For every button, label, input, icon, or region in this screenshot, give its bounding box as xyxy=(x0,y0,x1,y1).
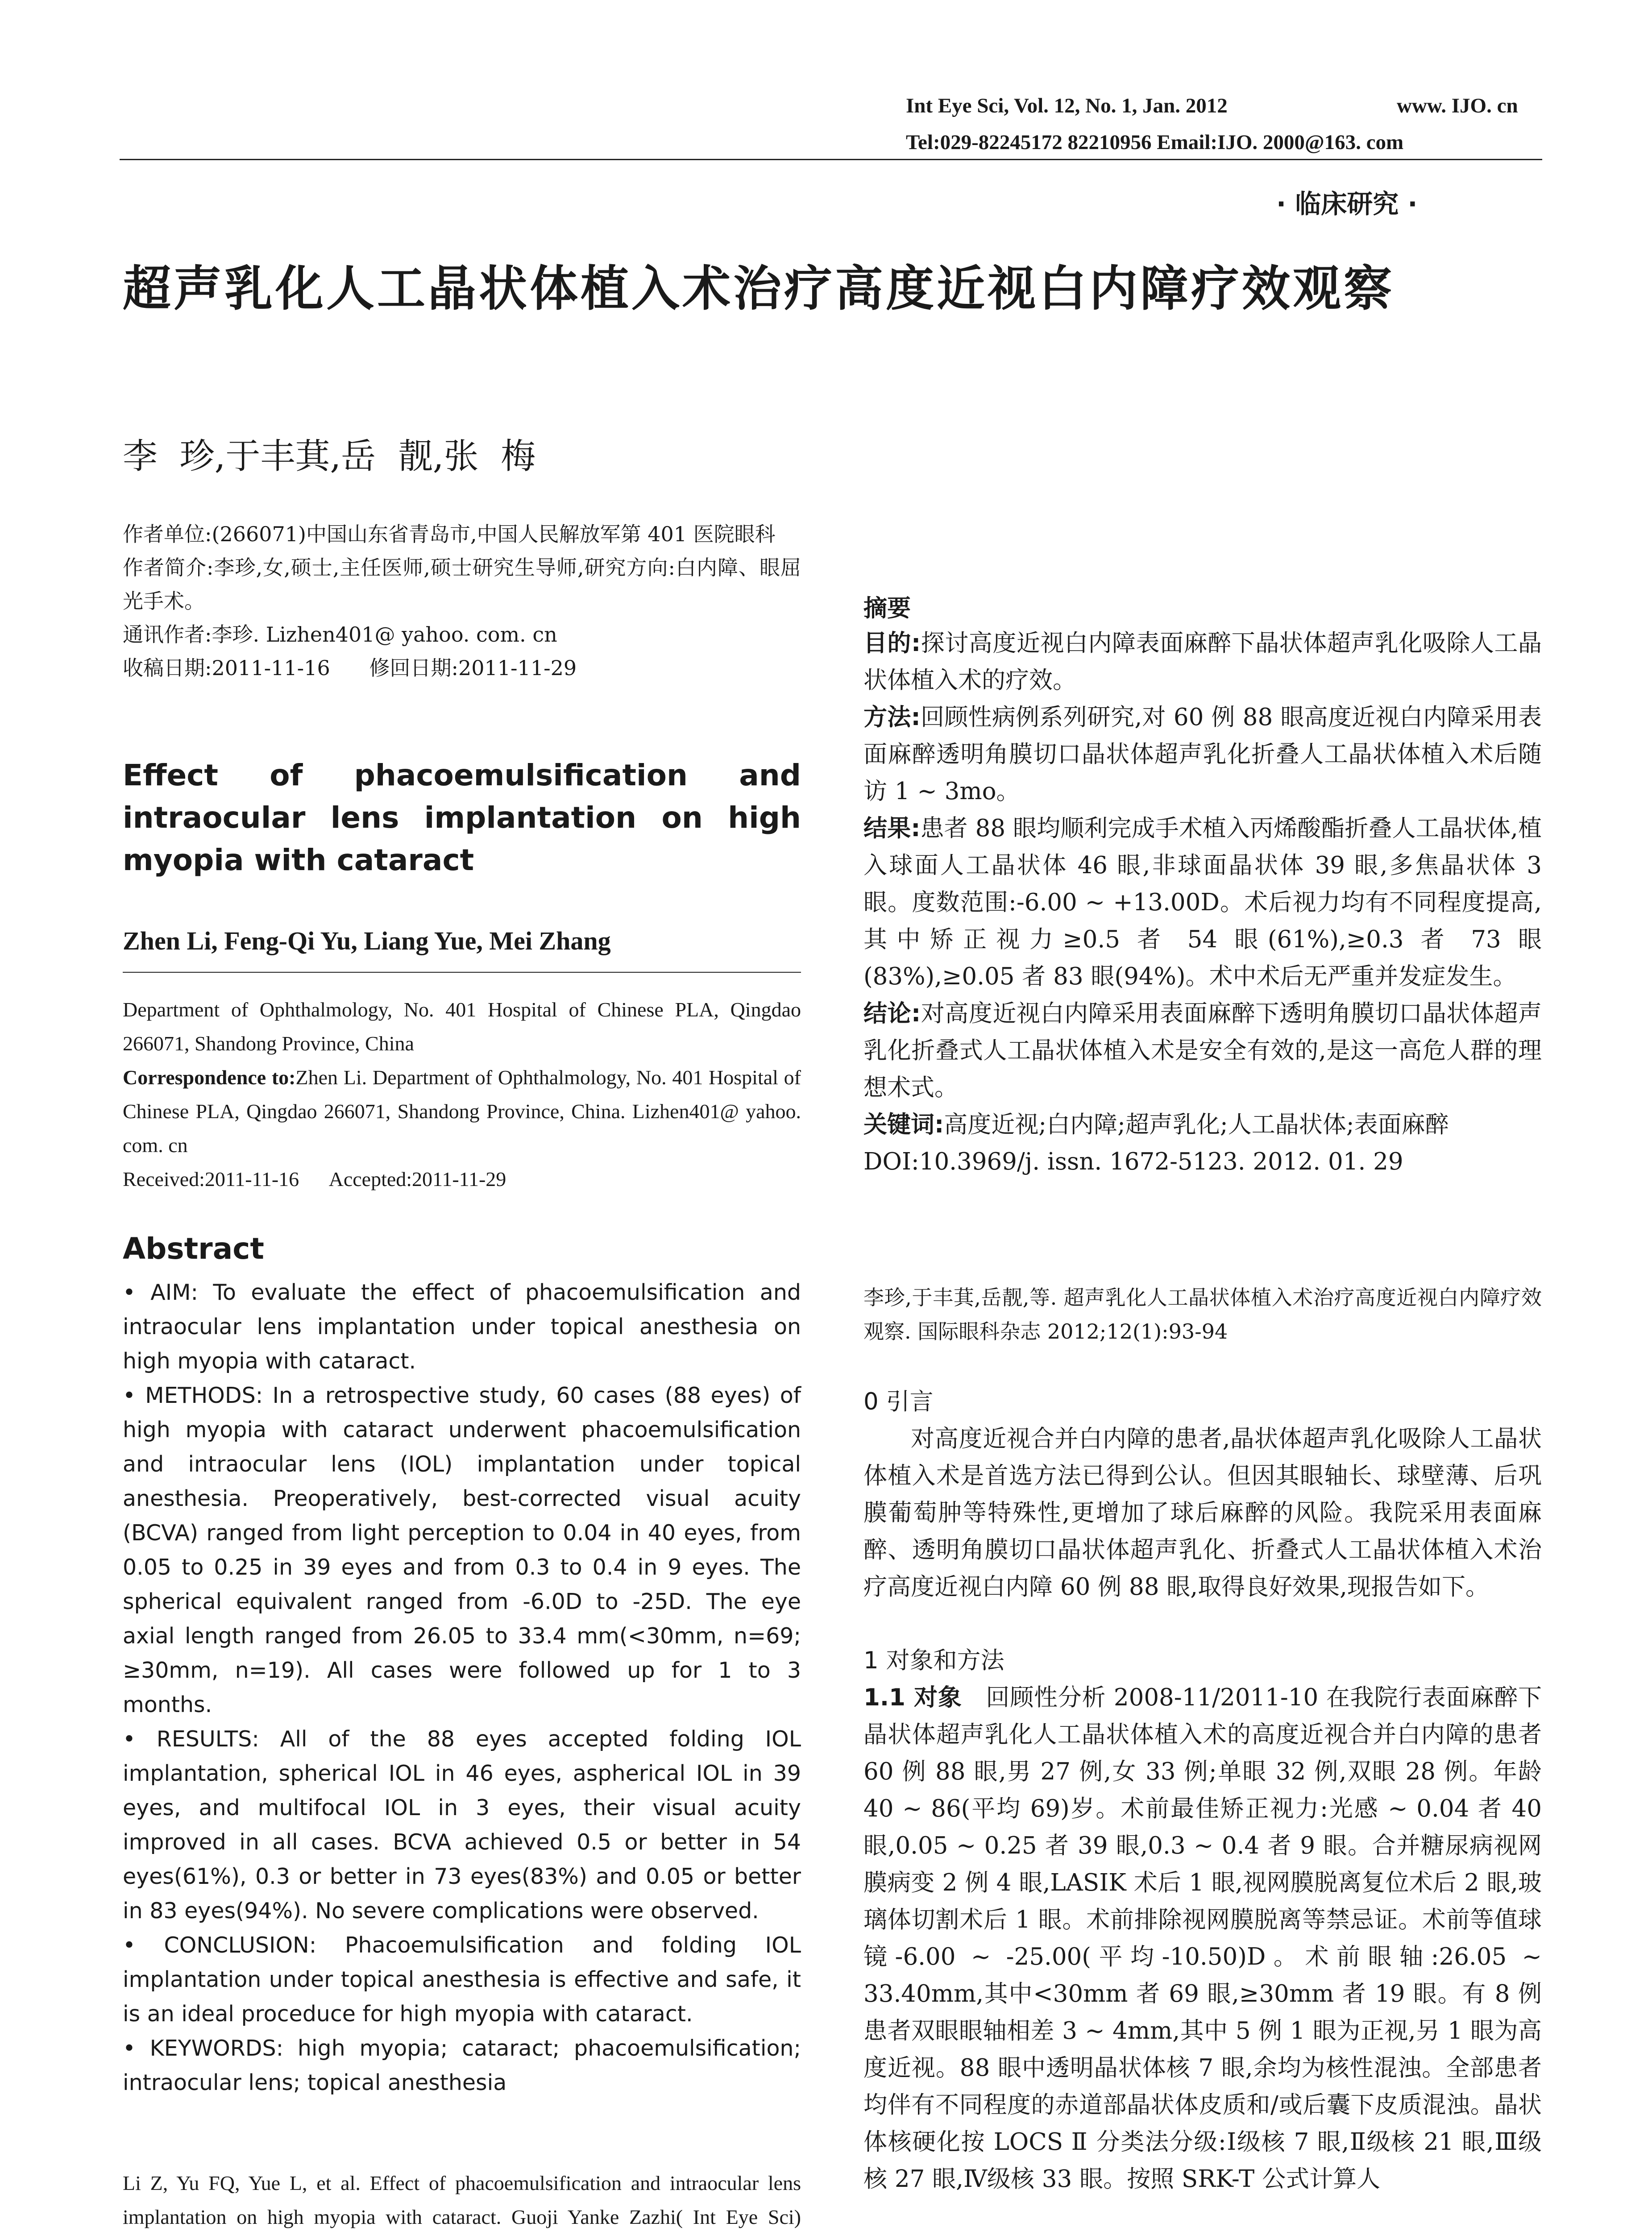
corresponding-author: 通讯作者:李珍. Lizhen401@ yahoo. com. cn xyxy=(123,622,557,647)
abstract-results: • RESULTS: All of the 88 eyes accepted folding IOL implantation, spherical IOL in 46 eyes, aspherical IOL in 39 eyes, and multifocal IOL in 3 eyes, their visual acuity improved in all cases. BCVA achieved 0.5 or better in 54 eyes(61%), 0.3 or better in 73 eyes(83%) and 0.05 or better in 83 eyes(94%). No severe complications were observed. xyxy=(123,1726,801,1924)
methods-body xyxy=(863,1679,1542,2198)
cn-conclusion: 结论:对高度近视白内障采用表面麻醉下透明角膜切口晶状体超声乳化折叠式人工晶状体植入术是安全有效的,是这一高危人群的理想术式。 xyxy=(863,1000,1542,1101)
cn-abstract-heading: 摘要 xyxy=(863,595,911,622)
journal-info: Int Eye Sci, Vol. 12, No. 1, Jan. 2012 xyxy=(906,94,1228,117)
cn-aim-label: 目的: xyxy=(863,630,921,657)
cn-methods: 方法:回顾性病例系列研究,对 60 例 88 眼高度近视白内障采用表面麻醉透明角膜切口晶状体超声乳化折叠人工晶状体植入术后随访 1 ~ 3mo。 xyxy=(863,704,1542,805)
header-rule xyxy=(120,159,1542,160)
cn-conclusion-label: 结论: xyxy=(863,1000,921,1027)
chinese-citation: 李珍,于丰萁,岳靓,等. 超声乳化人工晶状体植入术治疗高度近视白内障疗效观察. 国际眼科杂志 2012;12(1):93-94 xyxy=(863,1286,1542,1344)
subjects-label: 1.1 对象 xyxy=(863,1684,962,1711)
abstract-aim: • AIM: To evaluate the effect of phacoemulsification and intraocular lens implantation under topical anesthesia on high myopia with cataract. xyxy=(123,1280,801,1374)
cn-keywords-label: 关键词: xyxy=(863,1111,944,1138)
authors-rule xyxy=(123,972,801,973)
cn-results-label: 结果: xyxy=(863,815,921,842)
abstract-heading: Abstract xyxy=(123,1232,264,1266)
correspondence xyxy=(123,1061,801,1162)
journal-website: www. IJO. cn xyxy=(1397,94,1518,117)
doi: DOI:10.3969/j. issn. 1672-5123. 2012. 01. 29 xyxy=(863,1148,1403,1175)
received-dates: 收稿日期:2011-11-16 修回日期:2011-11-29 xyxy=(123,656,577,680)
methods-paragraph: 1.1 对象 回顾性分析 2008-11/2011-10 在我院行表面麻醉下晶状体超声乳化人工晶状体植入术的高度近视合并白内障的患者 60 例 88 眼,男 27 例,女 33 例;单眼 32 例,双眼 28 例。年龄 40 ~ 86(平均 69)岁。术前最佳矫正视力:光感 ~ 0.04 者 40 眼,0.05 ~ 0.25 者 39 眼,0.3 ~ 0.4 者 9 眼。合并糖尿病视网膜病变 2 例 4 眼,LASIK 术后 1 眼,视网膜脱离复位术后 2 眼,玻璃体切割术后 1 眼。术前排除视网膜脱离等禁忌证。术前等值球镜-6.00 ~ -25.00(平均-10.50)D。术前眼轴:26.05 ~ 33.40mm,其中<30mm 者 69 眼,≥30mm 者 19 眼。有 8 例患者双眼眼轴相差 3 ~ 4mm,其中 5 例 1 眼为正视,另 1 眼为高度近视。88 眼中透明晶状体核 7 眼,余均为核性混浊。全部患者均伴有不同程度的赤道部晶状体皮质和/或后囊下皮质混浊。晶状体核硬化按 LOCS Ⅱ 分类法分级:Ⅰ级核 7 眼,Ⅱ级核 21 眼,Ⅲ级核 27 眼,Ⅳ级核 33 眼。按照 SRK-T 公式计算人 xyxy=(863,1684,1542,2193)
author-info xyxy=(123,518,801,685)
cn-results: 结果:患者 88 眼均顺利完成手术植入丙烯酸酯折叠人工晶状体,植入球面人工晶状体 46 眼,非球面晶状体 39 眼,多焦晶状体 3 眼。度数范围:-6.00 ~ +13.00D。术后视力均有不同程度提高,其中矫正视力≥0.5 者 54 眼(61%),≥0.3 者 73 眼(83%),≥0.05 者 83 眼(94%)。术中术后无严重并发症发生。 xyxy=(863,815,1542,990)
authors-chinese: 李 珍,于丰萁,岳 靓,张 梅 xyxy=(123,436,536,477)
author-bio: 作者简介:李珍,女,硕士,主任医师,硕士研究生导师,研究方向:白内障、眼屈光手术。 xyxy=(123,556,801,613)
author-unit: 作者单位:(266071)中国山东省青岛市,中国人民解放军第 401 医院眼科 xyxy=(123,522,776,546)
cn-keywords: 关键词:高度近视;白内障;超声乳化;人工晶状体;表面麻醉 xyxy=(863,1111,1449,1138)
abstract-keywords: • KEYWORDS: high myopia; cataract; phacoemulsification; intraocular lens; topical anesthesia xyxy=(123,2036,801,2095)
cn-aim: 目的:探讨高度近视白内障表面麻醉下晶状体超声乳化吸除人工晶状体植入术的疗效。 xyxy=(863,630,1542,694)
intro-heading: 0 引言 xyxy=(863,1388,934,1415)
journal-contact: Tel:029-82245172 82210956 Email:IJO. 2000@163. com xyxy=(906,131,1404,154)
department: Department of Ophthalmology, No. 401 Hospital of Chinese PLA, Qingdao 266071, Shandong Province, China xyxy=(123,998,801,1055)
english-citation: Li Z, Yu FQ, Yue L, et al. Effect of phacoemulsification and intraocular lens implantation on high myopia with cataract. Guoji Yanke Zazhi( Int Eye Sci) xyxy=(123,2172,801,2228)
english-title: Effect of phacoemulsification and intraocular lens implantation on high myopia with cataract xyxy=(123,758,801,877)
english-abstract xyxy=(123,1275,801,2100)
section-tag: · 临床研究 · xyxy=(1276,189,1418,219)
article-title: 超声乳化人工晶状体植入术治疗高度近视白内障疗效观察 xyxy=(123,261,1395,317)
affiliation-block xyxy=(123,993,801,1196)
methods-heading: 1 对象和方法 xyxy=(863,1647,1004,1674)
chinese-abstract xyxy=(863,625,1542,1180)
intro-paragraph: 对高度近视合并白内障的患者,晶状体超声乳化吸除人工晶状体植入术是首选方法已得到公认。但因其眼轴长、球壁薄、后巩膜葡萄肿等特殊性,更增加了球后麻醉的风险。我院采用表面麻醉、透明角膜切口晶状体超声乳化、折叠式人工晶状体植入术治疗高度近视白内障 60 例 88 眼,取得良好效果,现报告如下。 xyxy=(863,1425,1542,1601)
intro-body xyxy=(863,1420,1542,1605)
received-accepted: Received:2011-11-16 Accepted:2011-11-29 xyxy=(123,1168,506,1190)
cn-methods-label: 方法: xyxy=(863,704,921,731)
abstract-methods: • METHODS: In a retrospective study, 60 cases (88 eyes) of high myopia with cataract underwent phacoemulsification and intraocular lens (IOL) implantation under topical anesthesia. Preoperatively, best-corrected visual acuity (BCVA) ranged from light perception to 0.04 in 40 eyes, from 0.05 to 0.25 in 39 eyes and from 0.3 to 0.4 in 9 eyes. The spherical equivalent ranged from -6.0D to -25D. The eye axial length ranged from 26.05 to 33.4 mm(<30mm, n=69; ≥30mm, n=19). All cases were followed up for 1 to 3 months. xyxy=(123,1383,801,1717)
correspondence-label: Correspondence to: xyxy=(123,1066,296,1089)
correspondence-text: Zhen Li. Department of Ophthalmology, No. 401 Hospital of Chinese PLA, Qingdao 266071, Shandong Province, China. Lizhen401@ yahoo. com. cn xyxy=(123,1066,801,1157)
english-authors: Zhen Li, Feng-Qi Yu, Liang Yue, Mei Zhang xyxy=(123,926,611,955)
abstract-conclusion: • CONCLUSION: Phacoemulsification and folding IOL implantation under topical anesthesia is effective and safe, it is an ideal proceduce for high myopia with cataract. xyxy=(123,1932,801,2027)
